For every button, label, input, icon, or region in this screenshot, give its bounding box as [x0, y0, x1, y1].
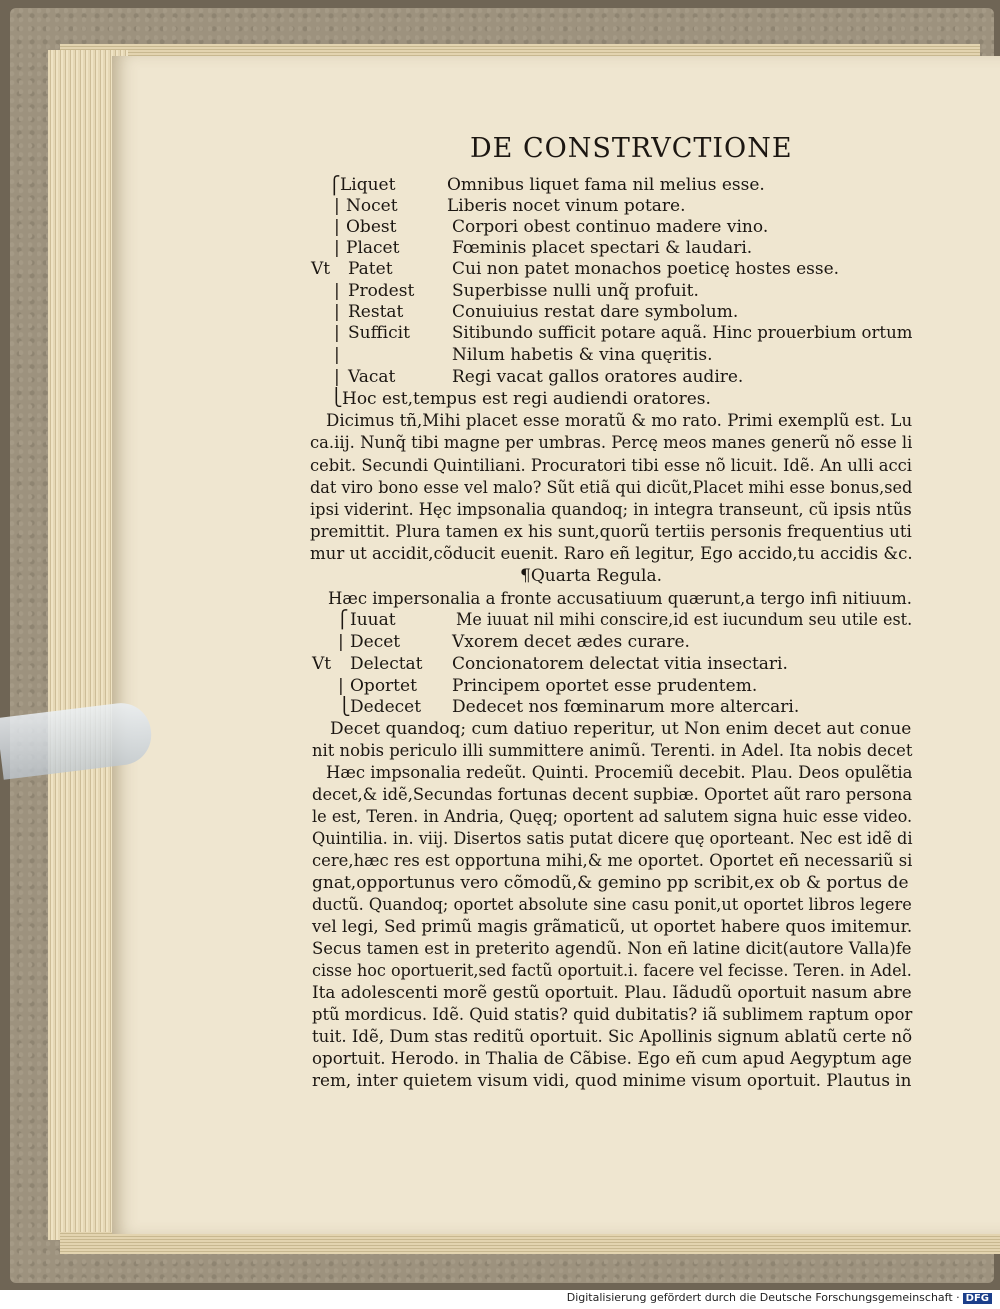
example-line: Vxorem decet ædes curare.	[452, 632, 690, 652]
footer-text: Digitalisierung gefördert durch die Deutsche Forschungsgemeinschaft ·	[566, 1291, 960, 1304]
text-line: le est, Teren. in Andria, Quęq; oportent ad salutem signa huic esse video.	[312, 807, 913, 827]
example-line: Concionatorem delectat vitia insectari.	[452, 654, 788, 674]
brace-mark: |	[334, 367, 340, 387]
vt-label: Vt	[312, 654, 332, 674]
verb-label: Prodest	[348, 281, 415, 301]
text-line: premittit. Plura tamen ex his sunt,quorũ tertiis personis frequentius uti	[310, 522, 912, 542]
example-line: Cui non patet monachos poeticę hostes esse.	[452, 259, 840, 279]
example-line: Dedecet nos fœminarum more altercari.	[452, 697, 800, 717]
rule-title: ¶Quarta Regula.	[520, 566, 663, 586]
brace-mark: |	[334, 323, 340, 343]
brace-mark: |	[334, 345, 340, 365]
brace-mark: ⎧	[328, 176, 341, 196]
text-line: cebit. Secundi Quintiliani. Procuratori tibi esse nõ licuit. Idẽ. An ulli acci	[310, 456, 912, 476]
brace-mark: ⎩	[338, 697, 351, 717]
verb-label: Restat	[348, 302, 404, 322]
example-line: Conuiuius restat dare symbolum.	[452, 302, 739, 322]
vt-label: Vt	[311, 259, 331, 279]
text-line: Secus tamen est in preterito agendũ. Non eñ latine dicit(autore Valla)fe	[312, 939, 912, 959]
example-line: Corpori obest continuo madere vino.	[452, 217, 769, 237]
brace-mark: |	[334, 238, 340, 258]
text-line: rem, inter quietem visum vidi, quod minime visum oportuit. Plautus in	[312, 1071, 912, 1091]
example-line: Me iuuat nil mihi conscire,id est iucundum seu utile est.	[456, 610, 913, 630]
verb-label: Iuuat	[350, 610, 396, 630]
example-line: Superbisse nulli unq̃ profuit.	[452, 281, 699, 301]
brace-mark: |	[334, 302, 340, 322]
verb-label: Obest	[346, 217, 397, 237]
footer-credit	[567, 1291, 992, 1304]
text-line: Dicimus tñ,Mihi placet esse moratũ & mo rato. Primi exemplũ est. Lu	[326, 411, 913, 431]
text-line: ptũ mordicus. Idẽ. Quid statis? quid dubitatis? iã sublimem raptum opor	[312, 1005, 913, 1025]
text-line: oportuit. Herodo. in Thalia de Cãbise. Ego eñ cum apud Aegyptum age	[312, 1049, 912, 1069]
text-line: decet,& idẽ,Secundas fortunas decent supbiæ. Oportet aũt raro persona	[312, 785, 913, 805]
text-line: Hoc est,tempus est regi audiendi oratores.	[342, 389, 711, 409]
verb-label: Decet	[350, 632, 401, 652]
example-line: Nilum habetis & vina quęritis.	[452, 345, 713, 365]
text-line: Ita adolescenti morẽ gestũ oportuit. Plau. Iãdudũ oportuit nasum abre	[312, 983, 912, 1003]
example-line: Liberis nocet vinum potare.	[447, 196, 686, 216]
brace-mark: |	[334, 217, 340, 237]
dfg-logo: DFG	[963, 1293, 992, 1304]
verb-label: Nocet	[346, 196, 398, 216]
text-line: cisse hoc oportuerit,sed factũ oportuit.i. facere vel fecisse. Teren. in Adel.	[312, 961, 912, 981]
text-line: ipsi viderint. Hęc impsonalia quandoq; in integra transeunt, cũ ipsis ntũs	[310, 500, 912, 520]
verb-label: Patet	[348, 259, 393, 279]
brace-mark: |	[338, 632, 344, 652]
text-line: mur ut accidit,cõducit euenit. Raro eñ legitur, Ego accido,tu accidis &c.	[310, 544, 913, 564]
example-line: Fœminis placet spectari & laudari.	[452, 238, 753, 258]
text-line: ca.iij. Nunq̃ tibi magne per umbras. Percę meos manes generũ nõ esse li	[310, 433, 913, 453]
text-line: dat viro bono esse vel malo? Sũt etiã qui dicũt,Placet mihi esse bonus,sed	[310, 478, 913, 498]
verb-label: Sufficit	[348, 323, 410, 343]
text-line: ductũ. Quandoq; oportet absolute sine casu ponit,ut oportet libros legere	[312, 895, 912, 915]
text-line: Hæc impsonalia redeũt. Quinti. Procemiũ decebit. Plau. Deos opulẽtia	[326, 763, 913, 783]
example-line: Regi vacat gallos oratores audire.	[452, 367, 744, 387]
text-line: nit nobis periculo illi summittere animũ. Terenti. in Adel. Ita nobis decet	[312, 741, 913, 761]
brace-mark: |	[334, 196, 340, 216]
brace-mark: ⎧	[336, 610, 349, 630]
page-heading: DE CONSTRVCTIONE	[470, 133, 793, 164]
verb-label: Dedecet	[350, 697, 422, 717]
brace-mark: |	[338, 676, 344, 696]
text-line: vel legi, Sed primũ magis grãmaticũ, ut oportet habere quos imitemur.	[312, 917, 913, 937]
text-line: Quintilia. in. viij. Disertos satis putat dicere quę oporteant. Nec est idẽ di	[312, 829, 913, 849]
verb-label: Delectat	[350, 654, 423, 674]
example-line: Omnibus liquet fama nil melius esse.	[447, 175, 765, 195]
verb-label: Vacat	[348, 367, 396, 387]
brace-mark: |	[334, 281, 340, 301]
text-line: Decet quandoq; cum datiuo reperitur, ut Non enim decet aut conue	[330, 719, 912, 739]
example-line: Principem oportet esse prudentem.	[452, 676, 758, 696]
rule-intro: Hæc impersonalia a fronte accusatiuum quærunt,a tergo infi nitiuum.	[328, 589, 912, 609]
verb-label: Placet	[346, 238, 400, 258]
verb-label: Oportet	[350, 676, 417, 696]
verb-label: Liquet	[340, 175, 396, 195]
text-line: cere,hæc res est opportuna mihi,& me oportet. Oportet eñ necessariũ si	[312, 851, 913, 871]
brace-mark: ⎩	[330, 388, 343, 408]
example-line: Sitibundo sufficit potare aquã. Hinc prouerbium ortum	[452, 323, 913, 343]
text-line: gnat,opportunus vero cõmodũ,& gemino pp scribit,ex ob & portus de	[312, 873, 909, 893]
text-line: tuit. Idẽ, Dum stas reditũ oportuit. Sic Apollinis signum ablatũ certe nõ	[312, 1027, 913, 1047]
